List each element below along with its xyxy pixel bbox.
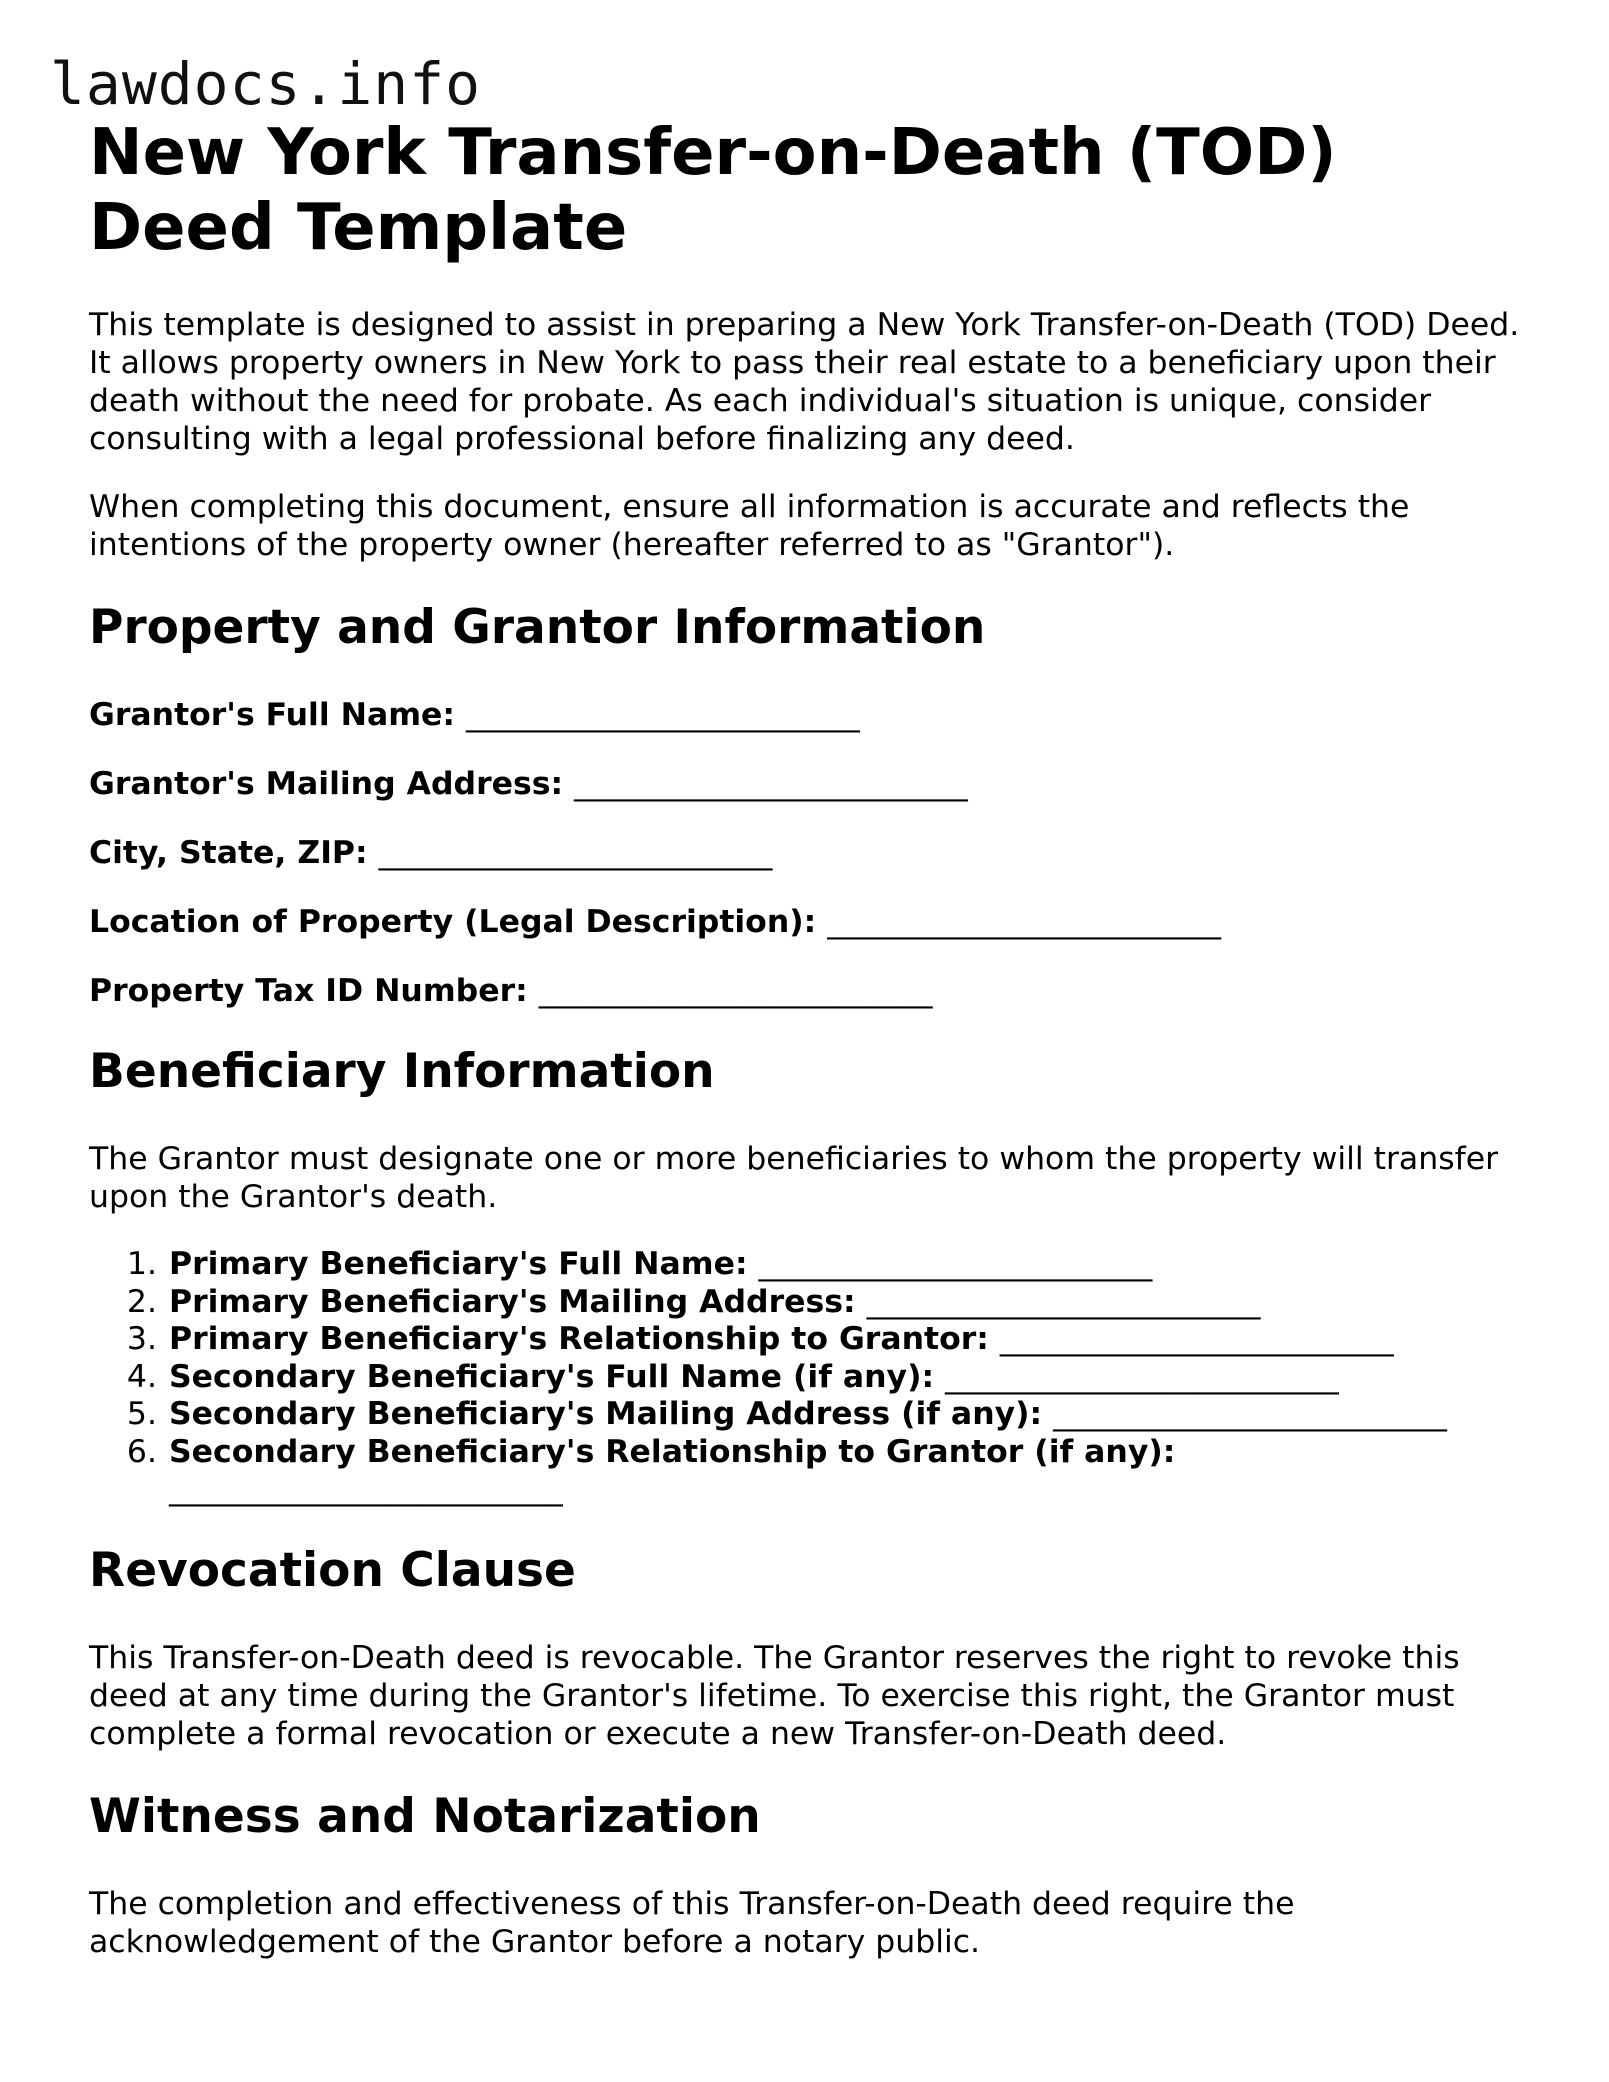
field-property-tax-id xyxy=(89,972,1529,1010)
list-item xyxy=(167,1246,1529,1284)
list-item xyxy=(167,1396,1529,1434)
fill-in-blank[interactable]: _________________________ xyxy=(827,904,1221,940)
list-item xyxy=(167,1284,1529,1322)
witness-notarization-text: The completion and effectiveness of this Transfer-on-Death deed require the acknowledgement of the Grantor before a notary public. xyxy=(89,1885,1295,1960)
fill-in-blank[interactable]: _________________________ xyxy=(758,1246,1153,1282)
field-grantor-full-name xyxy=(89,696,1529,734)
field-label: Secondary Beneficiary's Full Name (if any): xyxy=(169,1358,935,1395)
list-item xyxy=(167,1359,1529,1397)
field-label: Grantor's Full Name: xyxy=(89,697,456,733)
intro-paragraph: When completing this document, ensure all information is accurate and reflects the intentions of the property owner (hereafter referred to as "Grantor"). xyxy=(89,489,1410,563)
field-city-state-zip xyxy=(89,834,1529,872)
field-label: Secondary Beneficiary's Mailing Address (if any): xyxy=(169,1396,1043,1432)
section-heading-beneficiary: Beneficiary Information xyxy=(89,1044,715,1099)
document-title: New York Transfer-on-Death (TOD) Deed Template xyxy=(89,116,1337,265)
fill-in-blank[interactable]: _________________________ xyxy=(465,697,860,733)
beneficiary-intro-text: The Grantor must designate one or more beneficiaries to whom the property will transfer upon the Grantor's death. xyxy=(89,1141,1499,1215)
revocation-clause-text: This Transfer-on-Death deed is revocable. The Grantor reserves the right to revoke this deed at any time during the Grantor's lifetime. To exercise this right, the Grantor must complete a formal revocation or execute a new Transfer-on-Death deed. xyxy=(89,1639,1460,1752)
section-heading-revocation: Revocation Clause xyxy=(89,1542,576,1598)
field-label: Secondary Beneficiary's Relationship to Grantor (if any): xyxy=(169,1433,1176,1470)
fill-in-blank[interactable]: _________________________ xyxy=(574,766,968,802)
field-label: Location of Property (Legal Description): xyxy=(89,904,817,940)
fill-in-blank[interactable]: _________________________ xyxy=(378,835,773,871)
field-label: Property Tax ID Number: xyxy=(89,973,528,1009)
field-grantor-mailing-address xyxy=(89,765,1529,803)
field-property-location xyxy=(89,903,1529,941)
fill-in-blank[interactable]: _________________________ xyxy=(1053,1396,1447,1432)
field-label: Primary Beneficiary's Mailing Address: xyxy=(169,1283,856,1320)
field-label: City, State, ZIP: xyxy=(89,835,368,871)
fill-in-blank[interactable]: _________________________ xyxy=(169,1471,563,1507)
field-label: Primary Beneficiary's Full Name: xyxy=(169,1246,748,1282)
intro-paragraph: This template is designed to assist in preparing a New York Transfer-on-Death (TOD) Deed. It allows property owners in New York to pass their real estate to a beneficiary upon their death without the need for probate. As each individual's situation is unique, consider consulting with a legal professional before finalizing any deed. xyxy=(89,307,1520,457)
section-heading-property: Property and Grantor Information xyxy=(89,600,986,655)
section-heading-witness: Witness and Notarization xyxy=(89,1788,761,1844)
fill-in-blank[interactable]: _________________________ xyxy=(945,1358,1339,1395)
fill-in-blank[interactable]: _________________________ xyxy=(866,1283,1261,1320)
beneficiary-list xyxy=(89,1246,1529,1509)
list-item xyxy=(167,1434,1529,1509)
site-logo: lawdocs.info xyxy=(50,50,482,118)
document-body xyxy=(89,116,1529,1961)
list-item xyxy=(167,1321,1529,1359)
field-label: Primary Beneficiary's Relationship to Grantor: xyxy=(169,1321,989,1357)
fill-in-blank[interactable]: _________________________ xyxy=(999,1321,1394,1357)
field-label: Grantor's Mailing Address: xyxy=(89,766,564,802)
fill-in-blank[interactable]: _________________________ xyxy=(538,973,933,1009)
